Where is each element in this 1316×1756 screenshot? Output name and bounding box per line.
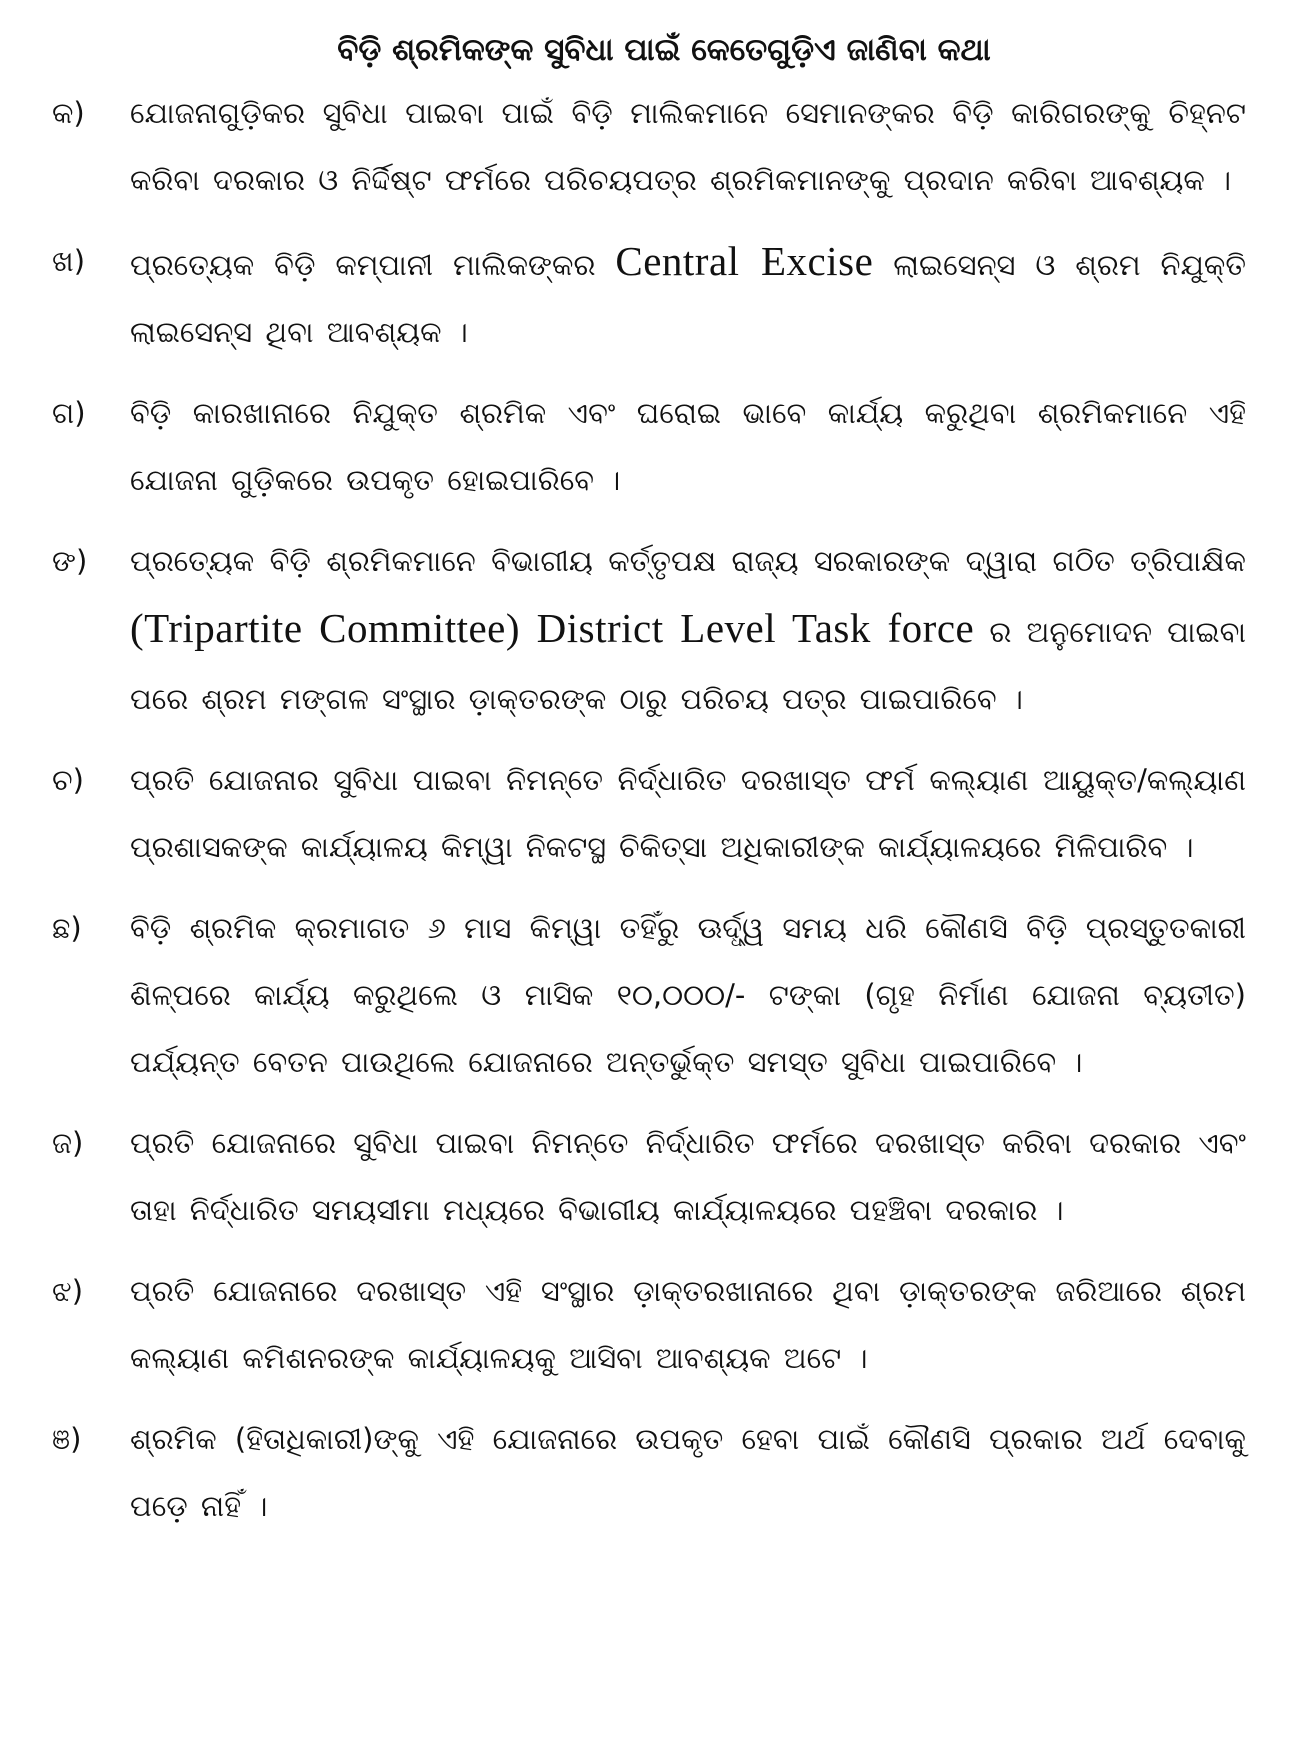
item-text-before: ପ୍ରତ୍ୟେକ ବିଡ଼ି କମ୍ପାନୀ ମାଲିକଙ୍କର (130, 248, 596, 282)
item-marker: ଖ) (52, 244, 86, 278)
item-text: ବିଡ଼ି କାରଖାନାରେ ନିଯୁକ୍ତ ଶ୍ରମିକ ଏବଂ ଘରୋଇ ଭାବେ କାର୍ଯ୍ୟ କରୁଥିବା ଶ୍ରମିକମାନେ ଏହି ଯୋଜନା ଗୁଡ଼ିକରେ ଉପକୃତ ହୋଇପାରିବେ । (130, 396, 1246, 497)
list-item (52, 228, 1246, 366)
item-text-after: ର ଅନୁମୋଦନ ପାଇବା ପରେ ଶ୍ରମ ମଙ୍ଗଳ ସଂସ୍ଥାର ଡ଼ାକ୍ତରଙ୍କ ଠାରୁ ପରିଚୟ ପତ୍ର ପାଇପାରିବେ । (130, 615, 1247, 716)
item-marker: ଜ) (52, 1126, 84, 1160)
item-text: ପ୍ରତି ଯୋଜନାର ସୁବିଧା ପାଇବା ନିମନ୍ତେ ନିର୍ଦ୍ଧାରିତ ଦରଖାସ୍ତ ଫର୍ମ କଲ୍ୟାଣ ଆୟୁକ୍ତ/କଲ୍ୟାଣ ପ୍ରଶାସକଙ୍କ କାର୍ଯ୍ୟାଳୟ କିମ୍ୱା ନିକଟସ୍ଥ ଚିକିତ୍ସା ଅଧିକାରୀଙ୍କ କାର୍ଯ୍ୟାଳୟରେ ମିଳିପାରିବ । (130, 763, 1246, 864)
list-item (52, 380, 1246, 514)
item-latin-text: Central Excise (615, 238, 874, 284)
item-text (130, 228, 1246, 366)
item-marker: ଚ) (52, 763, 84, 797)
item-marker: କ) (52, 96, 85, 130)
item-text-after: ଲାଇସେନ୍ସ ଓ ଶ୍ରମ ନିଯୁକ୍ତି ଲାଇସେନ୍ସ ଥିବା ଆବଶ୍ୟକ । (130, 248, 1247, 349)
item-marker: ଝ) (52, 1274, 84, 1308)
list-item (52, 80, 1246, 214)
item-marker: ଗ) (52, 396, 86, 430)
list-item (52, 747, 1246, 881)
item-latin-text: (Tripartite Committee) District Level Task force (130, 605, 975, 651)
item-text: ଯୋଜନାଗୁଡ଼ିକର ସୁବିଧା ପାଇବା ପାଇଁ ବିଡ଼ି ମାଲିକମାନେ ସେମାନଙ୍କର ବିଡ଼ି କାରିଗରଙ୍କୁ ଚିହ୍ନଟ କରିବା ଦରକାର ଓ ନିର୍ଦ୍ଦିଷ୍ଟ ଫର୍ମରେ ପରିଚୟପତ୍ର ଶ୍ରମିକମାନଙ୍କୁ ପ୍ରଦାନ କରିବା ଆବଶ୍ୟକ । (130, 96, 1246, 197)
item-text: ପ୍ରତି ଯୋଜନାରେ ଦରଖାସ୍ତ ଏହି ସଂସ୍ଥାର ଡ଼ାକ୍ତରଖାନାରେ ଥିବା ଡ଼ାକ୍ତରଙ୍କ ଜରିଆରେ ଶ୍ରମ କଲ୍ୟାଣ କମିଶନରଙ୍କ କାର୍ଯ୍ୟାଳୟକୁ ଆସିବା ଆବଶ୍ୟକ ଅଟେ । (130, 1274, 1246, 1375)
item-marker: ଙ) (52, 544, 88, 578)
list-item (52, 528, 1246, 733)
list-item (52, 895, 1246, 1096)
item-text: ଶ୍ରମିକ (ହିତାଧିକାରୀ)ଙ୍କୁ ଏହି ଯୋଜନାରେ ଉପକୃତ ହେବା ପାଇଁ କୌଣସି ପ୍ରକାର ଅର୍ଥ ଦେବାକୁ ପଡ଼େ ନାହିଁ । (130, 1422, 1246, 1523)
item-text: ବିଡ଼ି ଶ୍ରମିକ କ୍ରମାଗତ ୬ ମାସ କିମ୍ୱା ତହିଁରୁ ଊର୍ଦ୍ଧ୍ୱ ସମୟ ଧରି କୌଣସି ବିଡ଼ି ପ୍ରସ୍ତୁତକାରୀ ଶିଳ୍ପରେ କାର୍ଯ୍ୟ କରୁଥିଲେ ଓ ମାସିକ ୧୦,୦୦୦/- ଟଙ୍କା (ଗୃହ ନିର୍ମାଣ ଯୋଜନା ବ୍ୟତୀତ) ପର୍ଯ୍ୟନ୍ତ ବେତନ ପାଉଥିଲେ ଯୋଜନାରେ ଅନ୍ତର୍ଭୁକ୍ତ ସମସ୍ତ ସୁବିଧା ପାଇପାରିବେ । (130, 911, 1246, 1079)
item-text (130, 528, 1246, 733)
list-item (52, 1258, 1246, 1392)
page-title: ବିଡ଼ି ଶ୍ରମିକଙ୍କ ସୁବିଧା ପାଇଁ କେତେଗୁଡ଼ିଏ ଜାଣିବା କଥା (337, 32, 991, 68)
list-item (52, 1110, 1246, 1244)
item-marker: ଛ) (52, 911, 82, 945)
list-item (52, 1406, 1246, 1540)
item-marker: ଞ) (52, 1422, 82, 1456)
item-text-before: ପ୍ରତ୍ୟେକ ବିଡ଼ି ଶ୍ରମିକମାନେ ବିଭାଗୀୟ କର୍ତ୍ତୃପକ୍ଷ ରାଜ୍ୟ ସରକାରଙ୍କ ଦ୍ୱାରା ଗଠିତ ତ୍ରିପାକ୍ଷିକ (130, 544, 1246, 578)
item-text: ପ୍ରତି ଯୋଜନାରେ ସୁବିଧା ପାଇବା ନିମନ୍ତେ ନିର୍ଦ୍ଧାରିତ ଫର୍ମରେ ଦରଖାସ୍ତ କରିବା ଦରକାର ଏବଂ ତାହା ନିର୍ଦ୍ଧାରିତ ସମୟସୀମା ମଧ୍ୟରେ ବିଭାଗୀୟ କାର୍ଯ୍ୟାଳୟରେ ପହଞ୍ଚିବା ଦରକାର । (130, 1126, 1246, 1227)
